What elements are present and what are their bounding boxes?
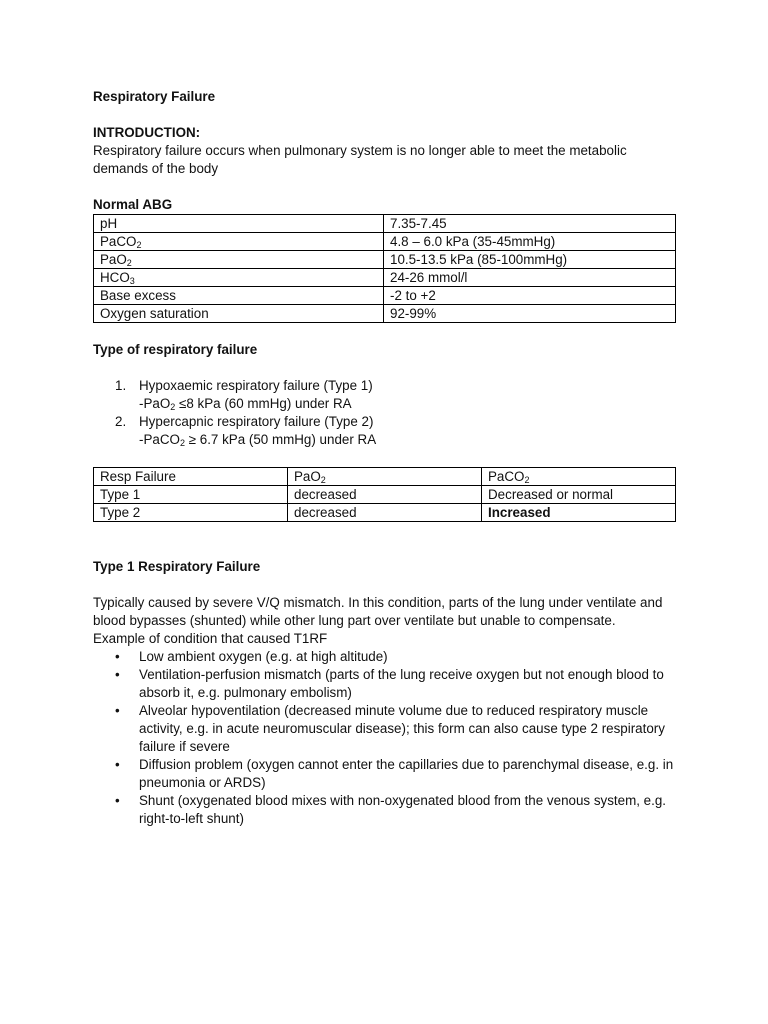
abg-table [93,214,676,323]
table-row [94,215,676,233]
type1-example-label: Example of condition that caused T1RF [93,631,328,646]
list-item: • Alveolar hypoventilation (decreased minute volume due to reduced respiratory muscle activity, e.g. in acute neuromuscular disease); this form can also cause type 2 respiratory failure if severe [115,703,665,754]
abg-param: $HCO_3$ [94,269,384,287]
abg-value: 4.8 – 6.0 kPa (35-45mmHg) [384,233,676,251]
table-row [94,486,676,504]
list-item: • Low ambient oxygen (e.g. at high altitude) [115,649,388,664]
list-item: • Ventilation-perfusion mismatch (parts of the lung receive oxygen but not enough blood to absorb it, e.g. pulmonary embolism) [115,667,664,700]
bullet-icon: • [115,757,120,772]
abg-value: -2 to +2 [384,287,676,305]
types-heading: Type of respiratory failure [93,342,258,357]
abg-param: PaCO$_2$ [94,233,384,251]
abg-param: Oxygen saturation [94,305,384,323]
bullet-icon: • [115,649,120,664]
type1-text: Typically caused by severe V/Q mismatch. In this condition, parts of the lung under ventilate and blood bypasses (shunted) while other lung part over ventilate but unable to compensate. [93,595,663,628]
intro-heading: INTRODUCTION: [93,125,201,140]
table-row [94,269,676,287]
abg-value: 24-26 mmol/l [384,269,676,287]
column-header: Resp Failure [94,468,288,486]
column-header: PaO$_2$ [288,468,482,486]
table-cell: decreased [288,504,482,522]
bullet-icon: • [115,793,120,808]
intro-text: Respiratory failure occurs when pulmonary system is no longer able to meet the metabolic demands of the body [93,143,627,176]
table-row [94,504,676,522]
comparison-table [93,467,676,522]
table-cell: decreased [288,486,482,504]
table-cell: Decreased or normal [482,486,676,504]
abg-param: pH [94,215,384,233]
document-page [93,88,675,828]
bullet-icon: • [115,703,120,718]
table-header-row [94,468,676,486]
type1-heading: Type 1 Respiratory Failure [93,559,261,574]
list-item: • Diffusion problem (oxygen cannot enter the capillaries due to parenchymal disease, e.g. in pneumonia or ARDS) [115,757,674,790]
column-header: PaCO$_2$ [482,468,676,486]
abg-value: 7.35-7.45 [384,215,676,233]
table-cell: Type 1 [94,486,288,504]
table-cell: Type 2 [94,504,288,522]
list-item: • Shunt (oxygenated blood mixes with non-oxygenated blood from the venous system, e.g. right-to-left shunt) [115,793,667,826]
causes-list [93,648,675,828]
list-item: 2. Hypercapnic respiratory failure (Type 2) -PaCO$_2$ ≥ 6.7 kPa (50 mmHg) under RA [115,414,377,448]
bullet-icon: • [115,667,120,682]
table-row [94,287,676,305]
table-row [94,251,676,269]
table-cell: Increased [482,504,676,522]
abg-value: 92-99% [384,305,676,323]
table-row [94,305,676,323]
abg-param: PaO$_2$ [94,251,384,269]
abg-param: Base excess [94,287,384,305]
abg-value: 10.5-13.5 kPa (85-100mmHg) [384,251,676,269]
types-list [93,377,675,449]
table-row [94,233,676,251]
abg-heading: Normal ABG [93,197,173,212]
list-item: 1. Hypoxaemic respiratory failure (Type 1) -PaO$_2$ ≤8 kPa (60 mmHg) under RA [115,378,373,412]
document-title: Respiratory Failure [93,89,216,104]
